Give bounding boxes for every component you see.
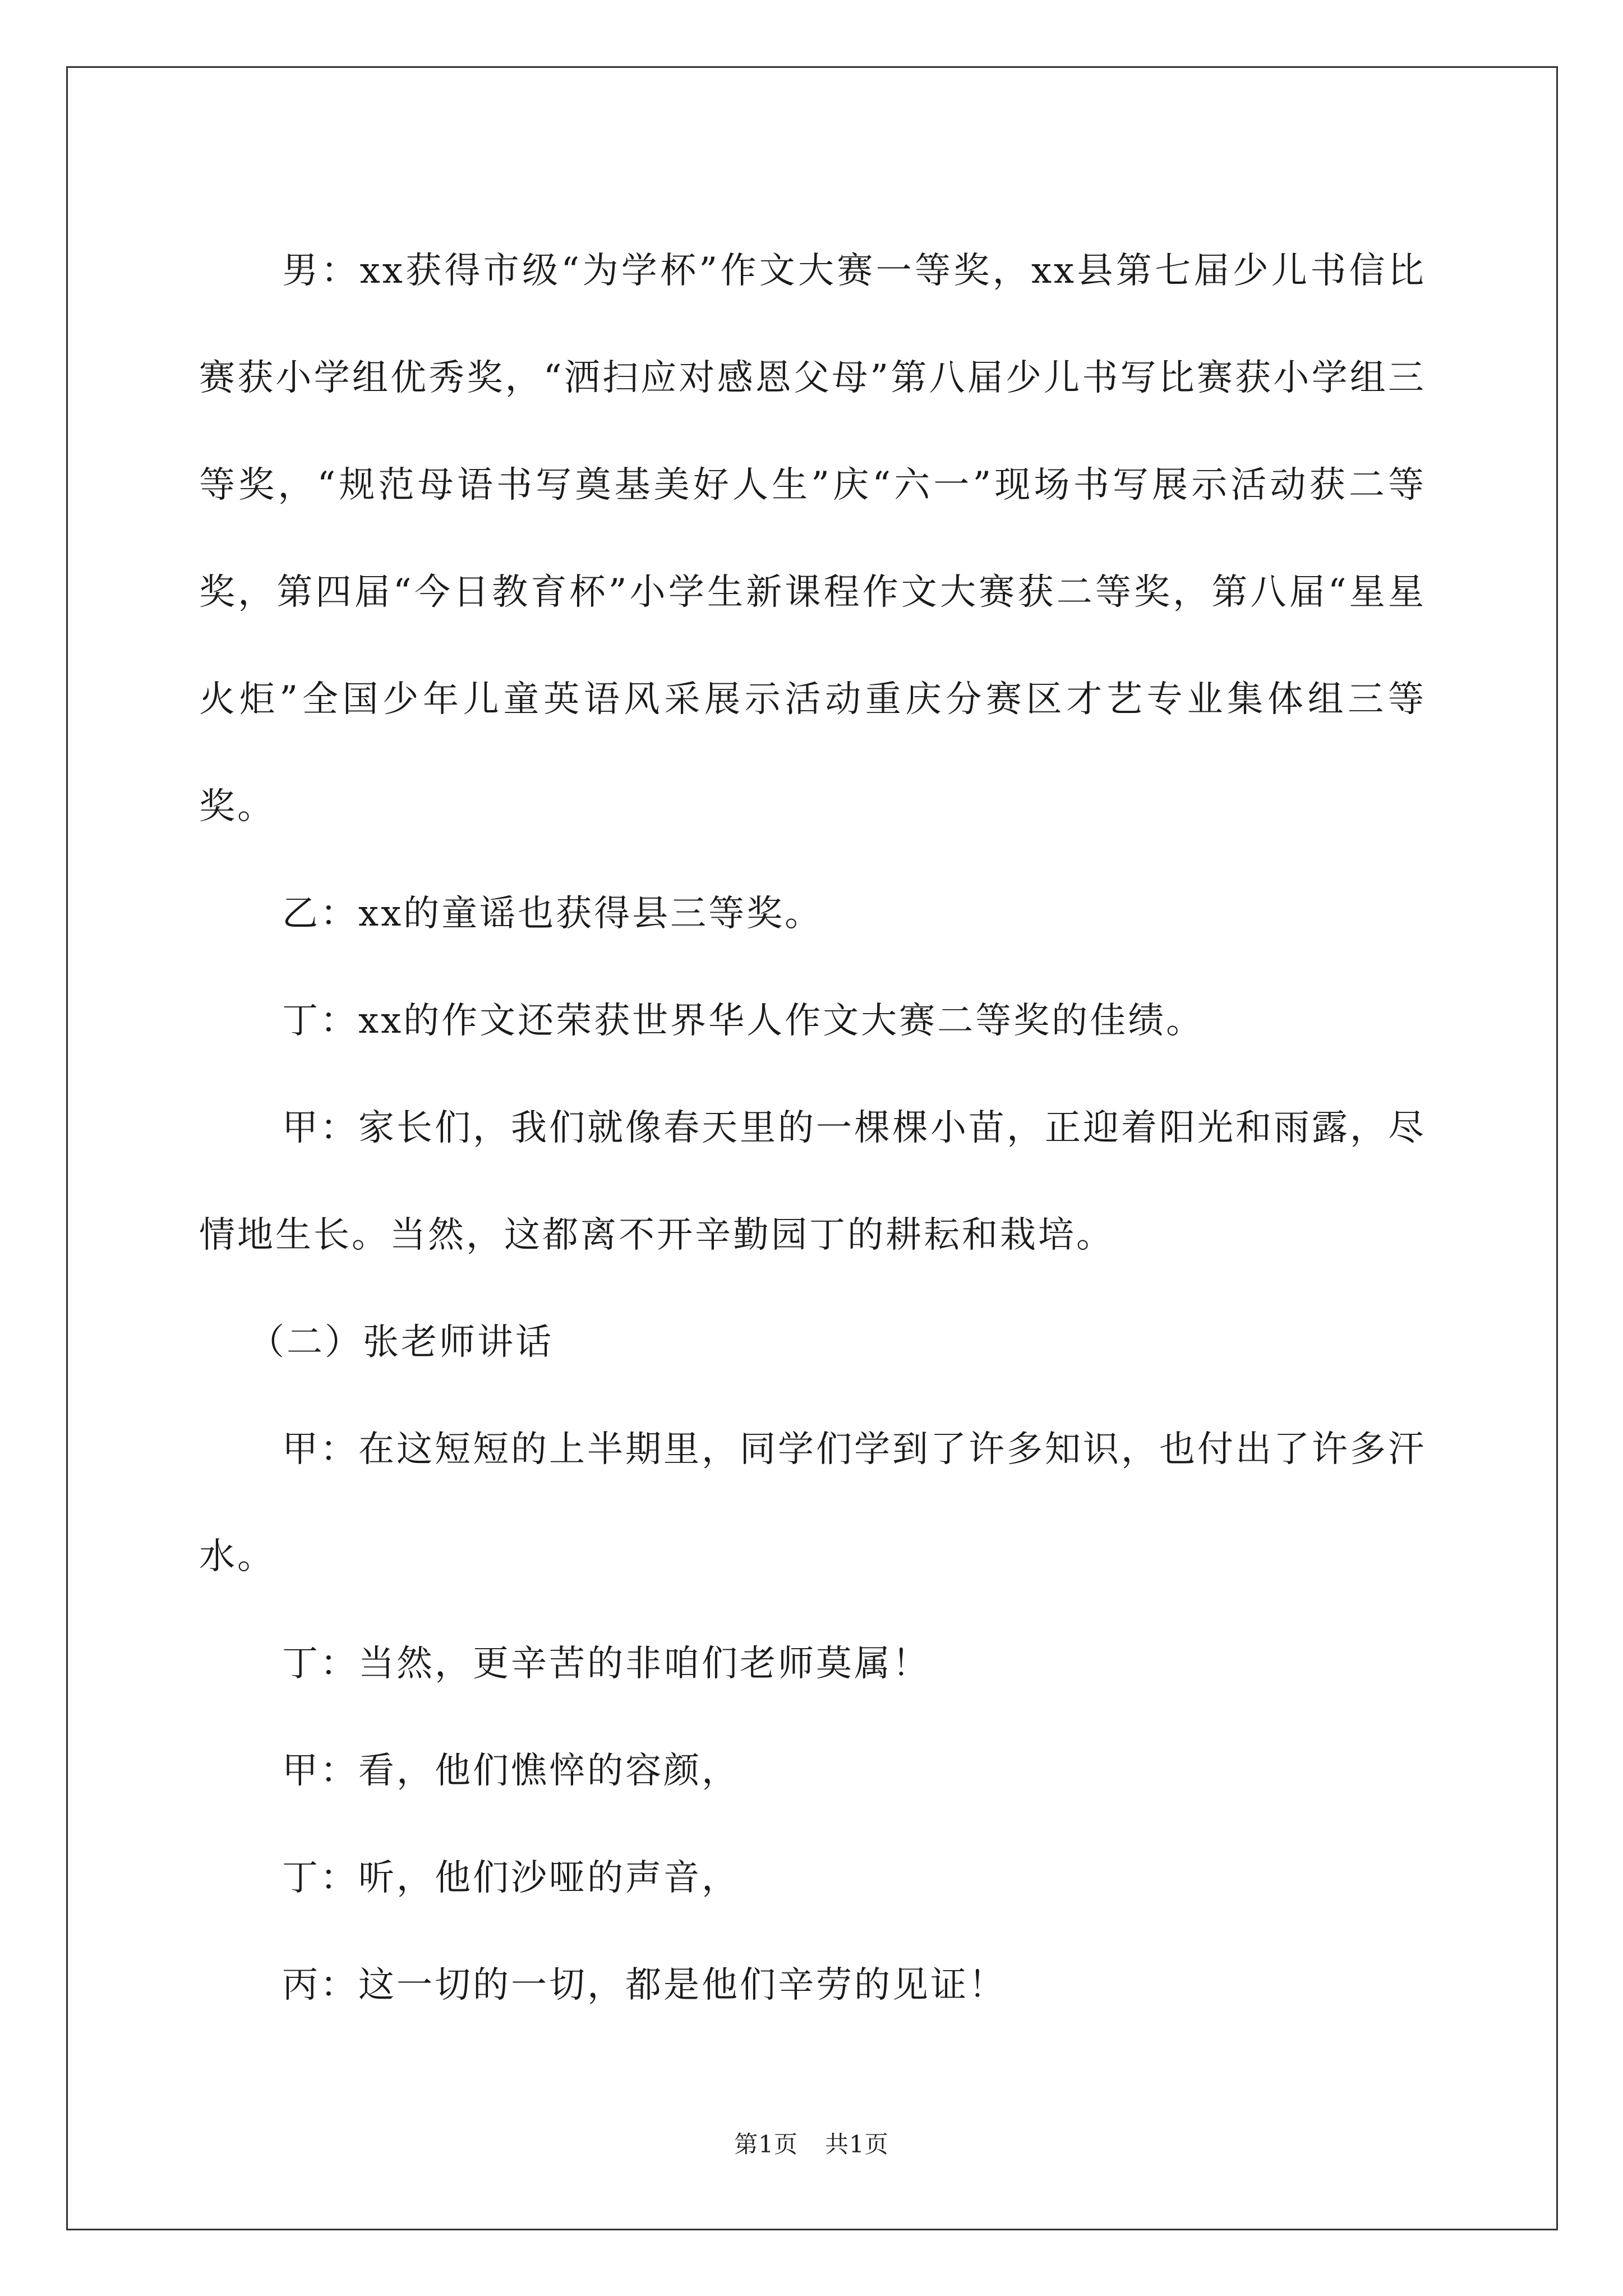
paragraph-nursery-rhyme-award: 乙：xx的童谣也获得县三等奖。: [282, 893, 823, 935]
paragraph-essay-award: 丁：xx的作文还荣获世界华人作文大赛二等奖的佳绩。: [282, 1000, 1205, 1042]
paragraph-parents-address: 甲：家长们，我们就像春天里的一棵棵小苗，正迎着阳光和雨露，尽情地生长。当然，这都离不开辛勤园丁的耕耘和栽培。: [199, 1107, 1426, 1256]
paragraph-teachers-hard-work: 丁：当然，更辛苦的非咱们老师莫属！: [282, 1643, 930, 1685]
paragraph-testimony: 丙：这一切的一切，都是他们辛劳的见证！: [282, 1964, 1007, 2006]
paragraph-haggard-faces: 甲：看，他们憔悴的容颜，: [282, 1750, 740, 1792]
paragraph-knowledge-gained: 甲：在这短短的上半期里，同学们学到了许多知识，也付出了许多汗水。: [199, 1429, 1426, 1577]
paragraph-hoarse-voices: 丁：听，他们沙哑的声音，: [282, 1857, 740, 1899]
paragraph-awards-male: 男：xx获得市级“为学杯”作文大赛一等奖，xx县第七届少儿书信比赛获小学组优秀奖，“洒扫应对感恩父母”第八届少儿书写比赛获小学组三等奖，“规范母语书写奠基美好人生”庆“六一”现场书写展示活动获二等奖，第四届“今日教育杯”小学生新课程作文大赛获二等奖，第八届“星星火炬”全国少年儿童英语风采展示活动重庆分赛区才艺专业集体组三等奖。: [199, 250, 1426, 827]
document-body: [199, 218, 1426, 2039]
page-number: 第1页: [734, 2131, 798, 2158]
section-heading-teacher-speech: （二）张老师讲话: [248, 1322, 554, 1363]
page-footer: [0, 2126, 1623, 2160]
page-total: 共1页: [825, 2131, 889, 2158]
